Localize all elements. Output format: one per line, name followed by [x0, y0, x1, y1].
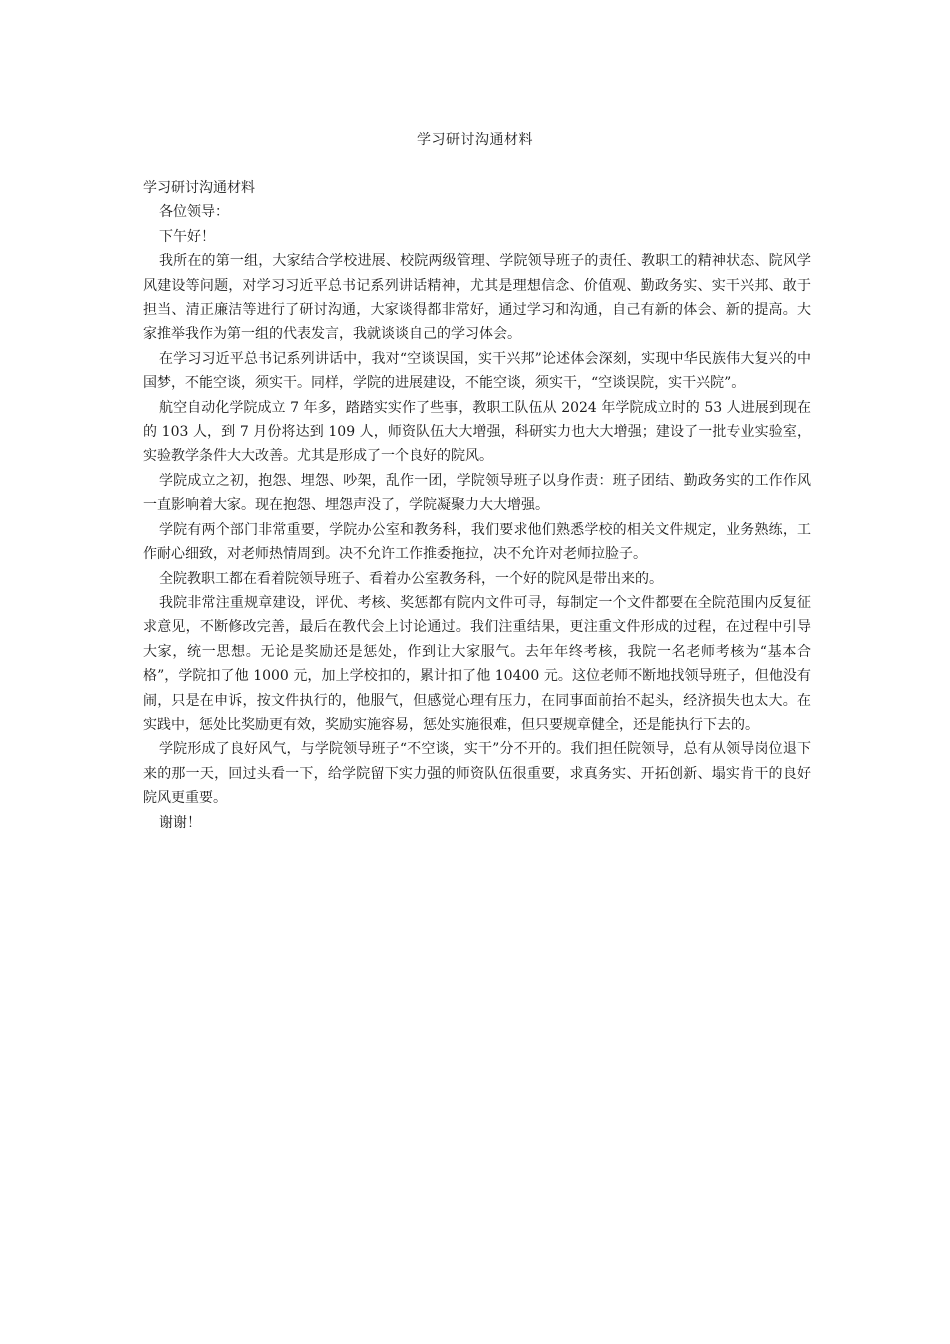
paragraph: 学院成立之初，抱怨、埋怨、吵架，乱作一团，学院领导班子以身作责：班子团结、勤政务实的工作作风一直影响着大家。现在抱怨、埋怨声没了，学院凝聚力大大增强。 — [143, 472, 811, 514]
paragraph: 学院有两个部门非常重要，学院办公室和教务科，我们要求他们熟悉学校的相关文件规定，业务熟练，工作耐心细致，对老师热情周到。决不允许工作推委拖拉，决不允许对老师拉脸子。 — [143, 521, 811, 563]
closing: 谢谢！ — [159, 814, 201, 831]
salutation: 各位领导： — [159, 204, 229, 221]
paragraph: 我所在的第一组，大家结合学校进展、校院两级管理、学院领导班子的责任、教职工的精神状态、院风学风建设等问题，对学习习近平总书记系列讲话精神，尤其是理想信念、价值观、勤政务实、实干兴邦、敢于担当、清正廉洁等进行了研讨沟通，大家谈得都非常好，通过学习和沟通，自己有新的体会、新的提高。大家推举我作为第一组的代表发言，我就谈谈自己的学习体会。 — [143, 253, 811, 343]
paragraph: 学院形成了良好风气，与学院领导班子“不空谈，实干”分不开的。我们担任院领导，总有从领导岗位退下来的那一天，回过头看一下，给学院留下实力强的师资队伍很重要，求真务实、开拓创新、塌实肯干的良好院风更重要。 — [143, 741, 811, 807]
paragraph: 航空自动化学院成立 7 年多，踏踏实实作了些事，教职工队伍从 2024 年学院成立时的 53 人进展到现在的 103 人，到 7 月份将达到 109 人，师资队伍大大增强，科研实力也大大增强；建设了一批专业实验室，实验教学条件大大改善。尤其是形成了一个良好的院风。 — [143, 399, 811, 465]
paragraph: 全院教职工都在看着院领导班子、看着办公室教务科，一个好的院风是带出来的。 — [159, 570, 663, 587]
paragraph: 在学习习近平总书记系列讲话中，我对“空谈误国，实干兴邦”论述体会深刻，实现中华民族伟大复兴的中国梦，不能空谈，须实干。同样，学院的进展建设，不能空谈，须实干，“空谈误院，实干兴院”。 — [143, 350, 811, 392]
document-body — [143, 176, 811, 835]
document-title: 学习研讨沟通材料 — [417, 132, 533, 148]
paragraph: 我院非常注重规章建设，评优、考核、奖惩都有院内文件可寻，每制定一个文件都要在全院范围内反复征求意见，不断修改完善，最后在教代会上讨论通过。我们注重结果，更注重文件形成的过程，在过程中引导大家，统一思想。无论是奖励还是惩处，作到让大家服气。去年年终考核，我院一名老师考核为“基本合格”，学院扣了他 1000 元，加上学校扣的，累计扣了他 10400 元。这位老师不断地找领导班子，但他没有闹，只是在申诉，按文件执行的，他服气，但感觉心理有压力，在同事面前抬不起头，经济损失也太大。在实践中，惩处比奖励更有效，奖励实施容易，惩处实施很难，但只要规章健全，还是能执行下去的。 — [143, 594, 811, 733]
greeting: 下午好！ — [159, 228, 215, 245]
document-subtitle: 学习研讨沟通材料 — [143, 180, 255, 196]
